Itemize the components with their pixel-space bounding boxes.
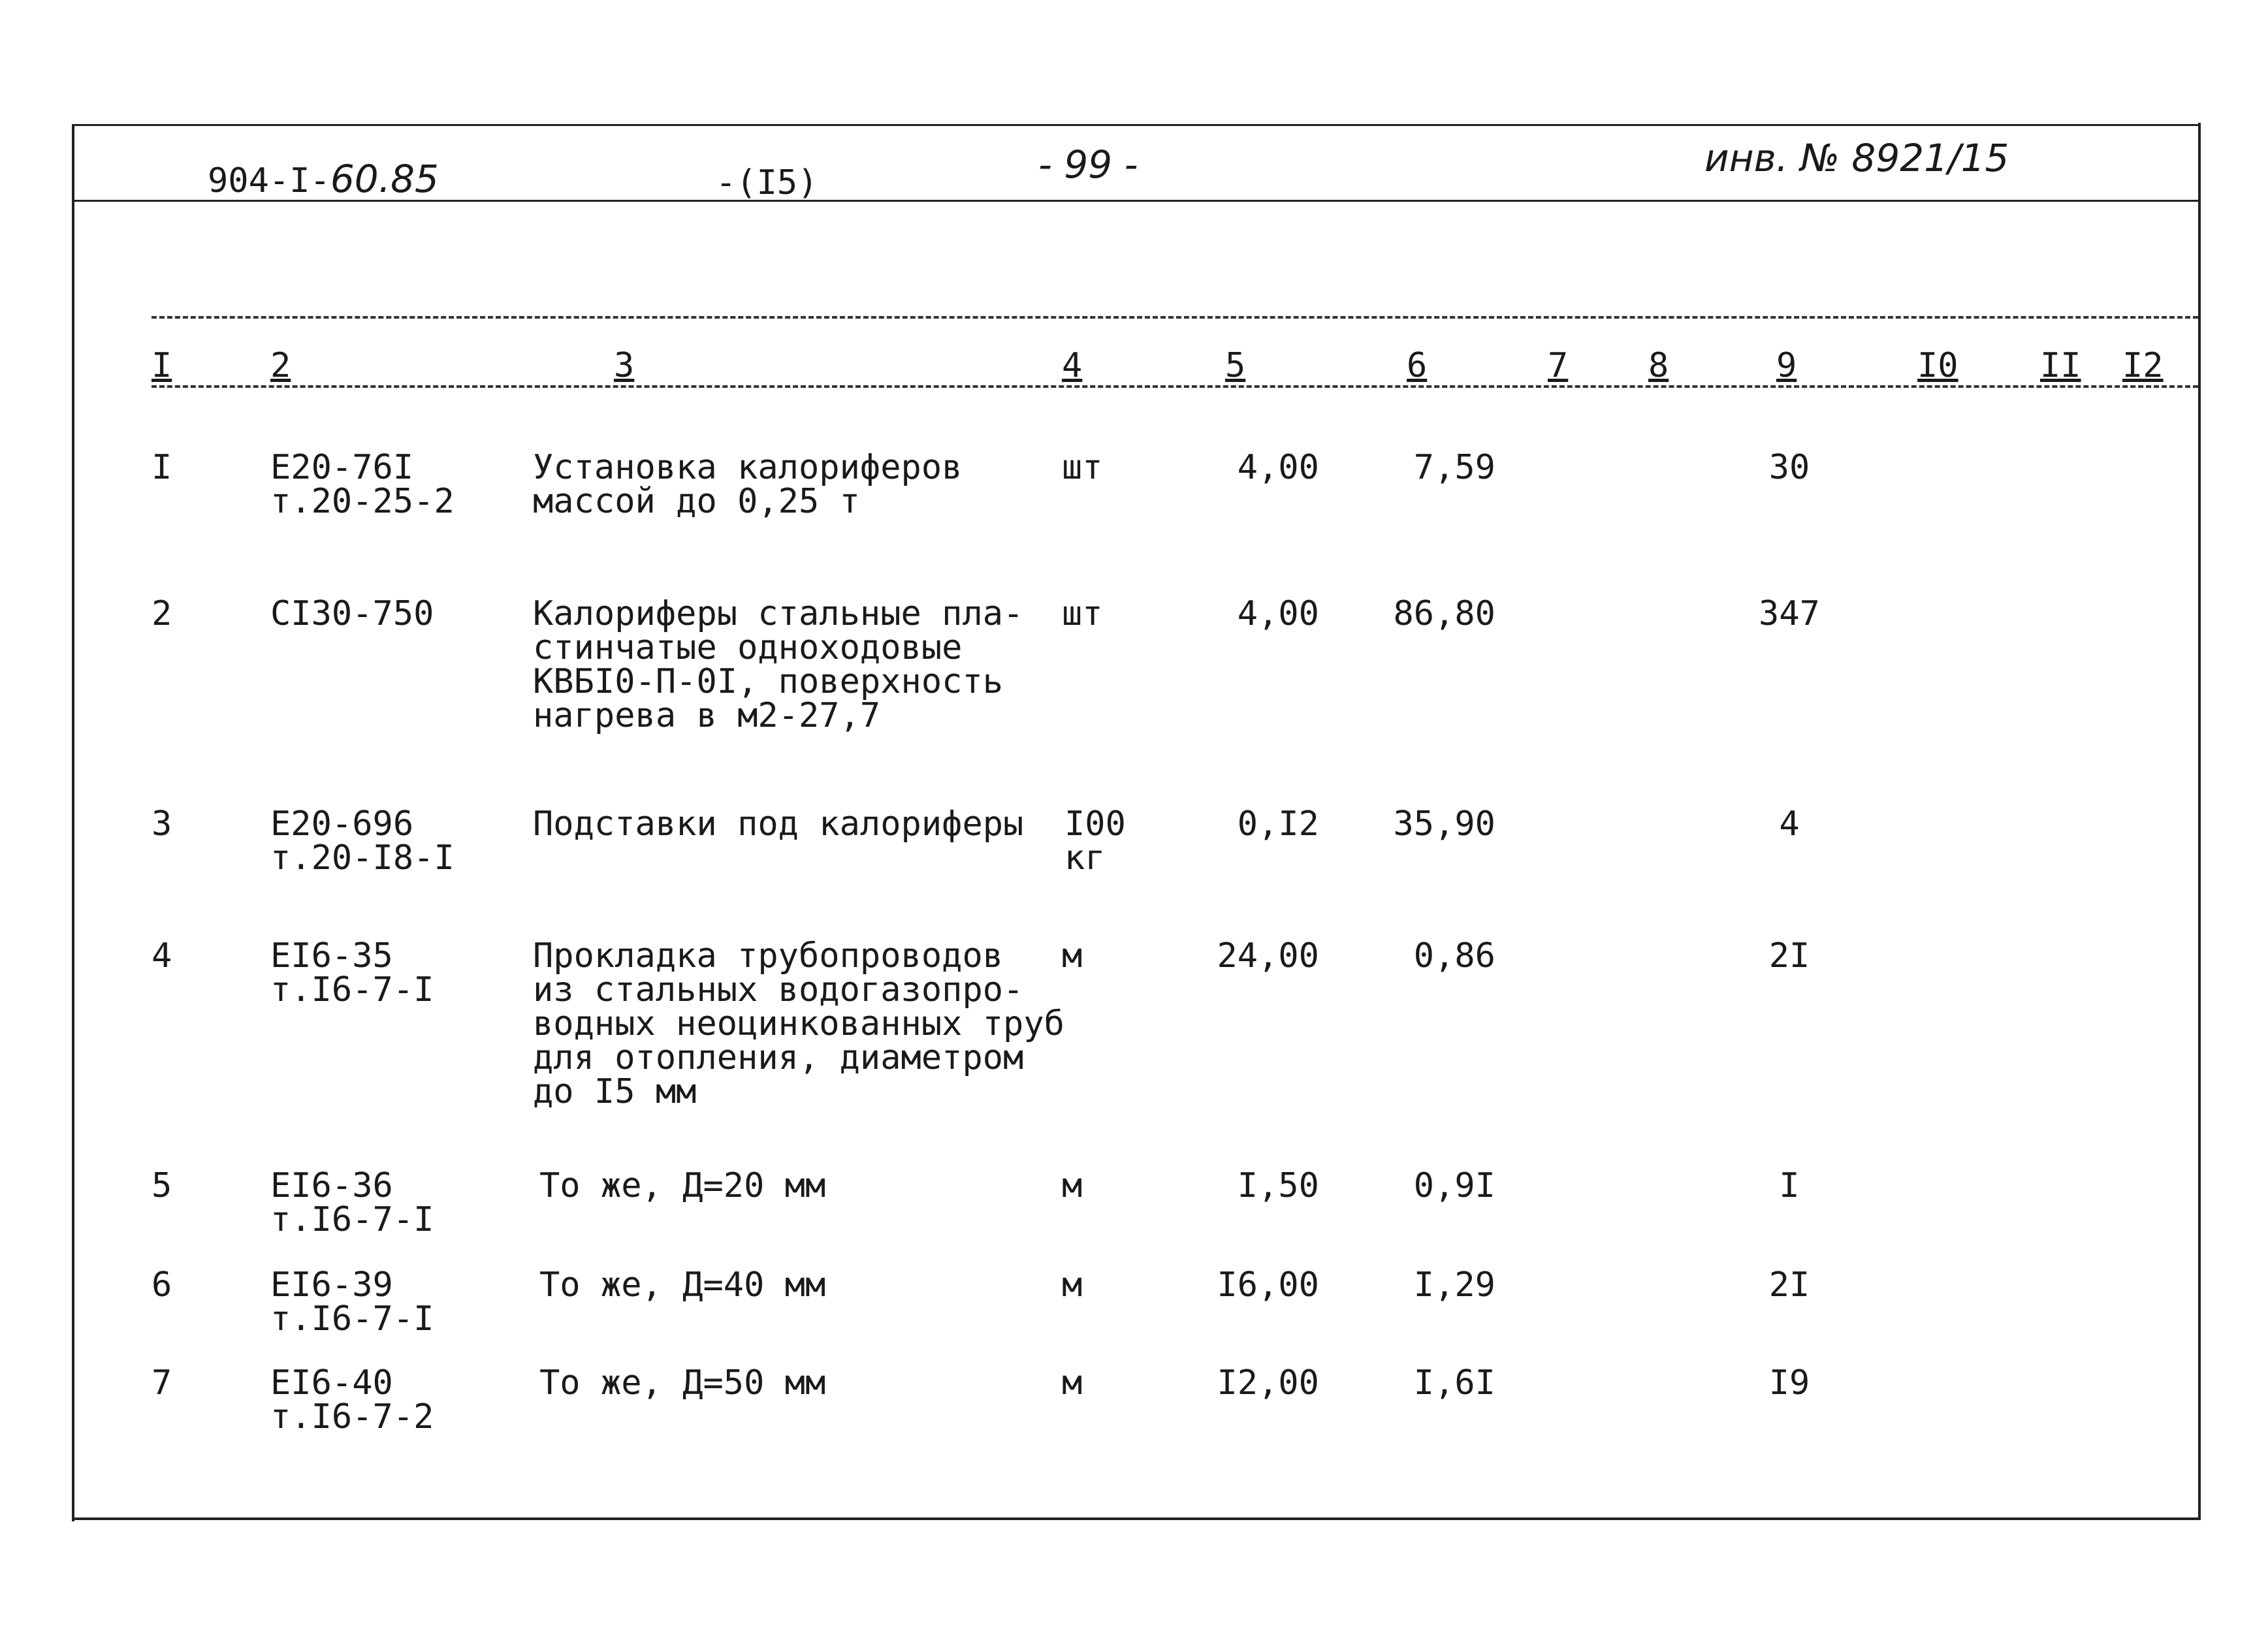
row-7-code: EI6-40 т.I6-7-2 xyxy=(270,1363,434,1437)
row-6-total: 2I xyxy=(1768,1265,1810,1305)
row-4-qty: 24,00 xyxy=(1217,936,1319,976)
row-7-no: 7 xyxy=(152,1363,172,1403)
row-5-total: I xyxy=(1779,1166,1800,1205)
row-7-name: То же, Д=50 мм xyxy=(539,1363,826,1403)
column-number-4: 4 xyxy=(1062,346,1083,385)
row-1-no: I xyxy=(152,448,172,487)
row-4-price: 0,86 xyxy=(1413,936,1495,976)
column-number-8: 8 xyxy=(1648,346,1669,385)
column-number-5: 5 xyxy=(1225,346,1246,385)
row-6-code: EI6-39 т.I6-7-I xyxy=(270,1265,434,1339)
row-2-code: CI30-750 xyxy=(270,594,434,633)
frame-right-border xyxy=(2198,123,2201,1517)
row-6-qty: I6,00 xyxy=(1217,1265,1319,1305)
row-5-unit: м xyxy=(1062,1166,1083,1205)
row-1-code: E20-76I т.20-25-2 xyxy=(270,448,455,521)
row-1-price: 7,59 xyxy=(1413,448,1495,487)
row-7-total: I9 xyxy=(1768,1363,1810,1403)
row-3-code: E20-696 т.20-I8-I xyxy=(270,804,455,878)
frame-bottom-border xyxy=(72,1517,2201,1520)
column-number-12: I2 xyxy=(2122,346,2164,385)
row-7-qty: I2,00 xyxy=(1217,1363,1319,1403)
row-6-name: То же, Д=40 мм xyxy=(539,1265,826,1305)
frame-top-border xyxy=(73,124,2198,126)
row-5-name: То же, Д=20 мм xyxy=(539,1166,826,1205)
row-7-price: I,6I xyxy=(1413,1363,1495,1403)
row-1-unit: шт xyxy=(1062,448,1103,487)
row-5-qty: I,50 xyxy=(1237,1166,1319,1205)
row-1-qty: 4,00 xyxy=(1237,448,1319,487)
column-number-1: I xyxy=(152,346,172,385)
row-5-code: EI6-36 т.I6-7-I xyxy=(270,1166,434,1239)
column-number-9: 9 xyxy=(1776,346,1797,385)
column-number-11: II xyxy=(2040,346,2081,385)
table-header-top-rule xyxy=(152,316,2198,319)
row-5-price: 0,9I xyxy=(1413,1166,1495,1205)
project-code xyxy=(208,159,439,200)
frame-left-border xyxy=(72,124,74,1521)
project-code-handwritten: 60.85 xyxy=(330,157,439,201)
row-7-unit: м xyxy=(1062,1363,1083,1403)
row-4-total: 2I xyxy=(1768,936,1810,976)
inventory-number: инв. № 8921/15 xyxy=(1704,136,2009,180)
row-4-unit: м xyxy=(1062,936,1083,976)
row-3-no: 3 xyxy=(152,804,172,844)
row-2-qty: 4,00 xyxy=(1237,594,1319,633)
row-3-unit: I00 кг xyxy=(1064,804,1126,878)
column-number-7: 7 xyxy=(1548,346,1569,385)
row-6-no: 6 xyxy=(152,1265,172,1305)
row-1-total: 30 xyxy=(1768,448,1810,487)
table-header-bottom-rule xyxy=(152,385,2198,388)
row-4-name: Прокладка трубопроводов из стальных водогазопро- водных неоцинкованных труб для отопления, диаметром до I5 мм xyxy=(533,936,1064,1111)
row-6-price: I,29 xyxy=(1413,1265,1495,1305)
row-3-price: 35,90 xyxy=(1393,804,1495,844)
row-6-unit: м xyxy=(1062,1265,1083,1305)
column-number-2: 2 xyxy=(270,346,291,385)
row-4-code: EI6-35 т.I6-7-I xyxy=(270,936,434,1009)
project-code-typed: 904-I- xyxy=(208,161,330,200)
column-number-6: 6 xyxy=(1407,346,1428,385)
row-2-price: 86,80 xyxy=(1393,594,1495,633)
page-number: - 99 - xyxy=(1038,142,1138,187)
row-2-no: 2 xyxy=(152,594,172,633)
column-number-10: I0 xyxy=(1917,346,1958,385)
column-number-3: 3 xyxy=(614,346,635,385)
row-2-name: Калориферы стальные пла- стинчатые одноходовые КВБI0-П-0I, поверхность нагрева в м2-27,7 xyxy=(533,594,1024,735)
sheet-ref: -(I5) xyxy=(716,163,818,202)
row-3-qty: 0,I2 xyxy=(1237,804,1319,844)
row-2-unit: шт xyxy=(1062,594,1103,633)
row-2-total: 347 xyxy=(1759,594,1820,633)
row-4-no: 4 xyxy=(152,936,172,976)
row-3-name: Подставки под калориферы xyxy=(533,804,1024,844)
row-1-name: Установка калориферов массой до 0,25 т xyxy=(533,448,963,521)
row-3-total: 4 xyxy=(1779,804,1800,844)
row-5-no: 5 xyxy=(152,1166,172,1205)
